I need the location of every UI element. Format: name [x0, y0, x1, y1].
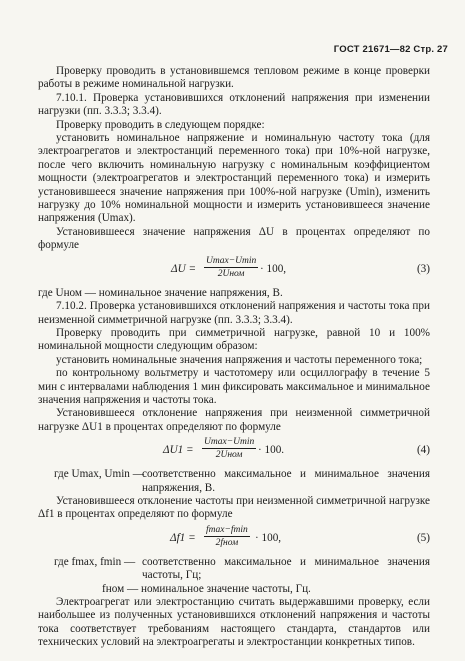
paragraph: Электроагрегат или электростанцию считать выдержавшими проверку, если наибольшее из полученных установившихся отклонений напряжения и частоты тока соответствует требованиям настоящего стандарта, стандартов или технических условий на электроагрегаты и электростанции конкретных типов. [38, 596, 430, 649]
numerator: Umax−Umin [204, 437, 255, 448]
where-text: соответственно максимальное и минимальное значения напряжения, В. [142, 468, 430, 494]
section-7-10-1: 7.10.1. Проверка установившихся отклонений напряжения при изменении нагрузки (пп. 3.3.3; 3.3.4). [38, 91, 430, 118]
equation-number: (4) [416, 444, 430, 457]
formula-tail: · 100, [260, 262, 287, 275]
equation-number: (3) [416, 262, 430, 275]
where-clause: где Uном — номинальное значение напряжения, В. [38, 286, 283, 299]
formula-fraction [204, 255, 258, 280]
where-label: где fmax, fmin — [54, 555, 136, 568]
paragraph: Установившееся значение напряжения ΔU в процентах определяют по формуле [38, 225, 430, 252]
denominator: 2fном [215, 537, 239, 548]
formula-3 [38, 255, 430, 285]
paragraph: установить номинальные значения напряжения и частоты переменного тока; [56, 353, 423, 366]
paragraph: Проверку проводить при симметричной нагрузке, равной 10 и 100% номинальной мощности следующим образом: [38, 326, 430, 353]
document-body [38, 65, 430, 650]
formula-5 [38, 524, 430, 554]
formula-tail: · 100, [255, 531, 282, 544]
equation-number: (5) [416, 531, 430, 544]
denominator: 2Uном [217, 268, 245, 279]
where-label: где Umax, Umin — [54, 468, 144, 481]
section-7-10-2: 7.10.2. Проверка установившихся отклонений напряжения и частоты тока при неизменной симметричной нагрузке (пп. 3.3.3; 3.3.4). [38, 300, 430, 326]
formula-tail: · 100. [258, 444, 285, 457]
paragraph: Проверку проводить в следующем порядке: [56, 118, 265, 131]
page-header: ГОСТ 21671—82 Стр. 27 [333, 44, 448, 55]
paragraph: установить номинальное напряжение и номинальную частоту тока (для электроагрегатов и электростанций переменного тока) при 10%-ной нагрузке, после чего включить номинальную нагрузку с номинальным коэффициентом мощности (электроагрегатов и электростанций переменного тока) и измерить установившееся значение напряжения при 100%-ной нагрузке (Umin), изменить нагрузку до 10% номинальной мощности и измерить установившееся значение напряжения (Umax). [38, 132, 430, 225]
where-text: соответственно максимальное и минимальное значения частоты, Гц; [142, 555, 430, 582]
formula-lhs: ΔU = [171, 262, 196, 275]
where-clause: fном — номинальное значение частоты, Гц. [102, 582, 311, 595]
formula-4 [38, 436, 430, 466]
paragraph: Установившееся отклонение напряжения при неизменной симметричной нагрузке ΔU1 в процентах определяют по формуле [38, 407, 430, 433]
formula-lhs: ΔU1 = [163, 444, 194, 457]
where-clause [38, 556, 430, 583]
where-clause [38, 468, 430, 495]
formula-fraction [202, 436, 256, 461]
denominator: 2Uном [215, 450, 243, 461]
paragraph: Установившееся отклонение частоты при неизменной симметричной нагрузке Δf1 в процентах определяют по формуле [38, 494, 430, 521]
formula-lhs: Δf1 = [170, 531, 196, 544]
numerator: Umax−Umin [206, 255, 257, 266]
formula-fraction [204, 524, 250, 549]
paragraph: по контрольному вольтметру и частотомеру или осциллографу в течение 5 мин с интервалами наблюдения 1 мин фиксировать максимальное и минимальное значения напряжения и частоты тока. [38, 367, 430, 406]
numerator: fmax−fmin [206, 524, 248, 535]
paragraph: Проверку проводить в установившемся тепловом режиме в конце проверки работы в режиме номинальной нагрузки. [38, 65, 430, 91]
